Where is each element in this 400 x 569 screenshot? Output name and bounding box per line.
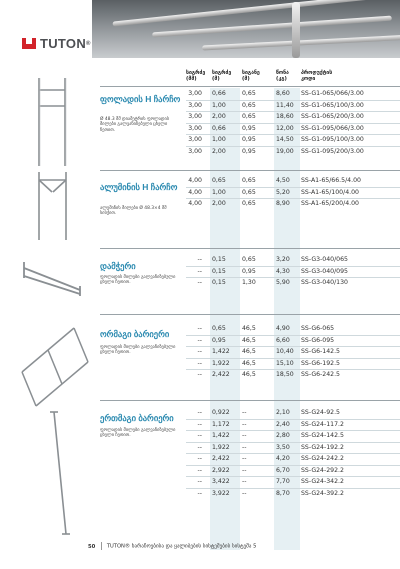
table-row [186, 420, 400, 431]
table-cell: 11,40 [276, 101, 294, 109]
table-cell: -- [242, 489, 247, 497]
table-cell: 4,90 [276, 325, 290, 332]
table-cell: SS-G1-095/200/3.00 [301, 147, 364, 155]
table-cell: 0,65 [242, 200, 256, 207]
table-cell: 1,922 [212, 359, 230, 367]
table-row [186, 147, 400, 158]
table-cell: SS-G1-095/066/3.00 [301, 124, 364, 132]
table-cell: SS-G3-040/130 [301, 279, 348, 286]
table-cell: 46,5 [242, 359, 256, 367]
table-row [186, 408, 400, 419]
header-width-m: სიგანე (მ) [242, 70, 260, 82]
table-cell: 0,65 [212, 325, 226, 332]
table-row [186, 188, 400, 199]
section-desc-aluminium-h-frame: ალუმინის მილები Ø 48.3×4 მმ სისქით. [100, 206, 167, 217]
table-cell: 3,00 [188, 136, 202, 143]
table-cell: 6,60 [276, 336, 290, 344]
table-cell: SS-G24-342.2 [301, 478, 344, 485]
table-row [186, 124, 400, 135]
table-cell: 0,66 [212, 90, 226, 97]
header-length-m: სიგრძე (მ) [212, 70, 232, 82]
header-photo [92, 0, 400, 58]
table-cell: 3,00 [188, 147, 202, 155]
table-cell: 0,922 [212, 409, 230, 416]
table-row [186, 454, 400, 465]
table-cell: 4,00 [188, 200, 202, 207]
table-cell: -- [197, 348, 202, 355]
double-barrier-image [14, 324, 94, 410]
table-cell: -- [197, 336, 202, 344]
section-desc-bracket: ფოლადის მილები გალვანიზებული ცხელი ჩეთით. [100, 275, 176, 286]
table-cell: 6,70 [276, 466, 290, 474]
pipe-shape [292, 2, 300, 58]
table-cell: 2,422 [212, 371, 230, 378]
table-row [186, 336, 400, 347]
table-cell: 1,00 [212, 136, 226, 143]
table-cell: SS-G6-065 [301, 325, 335, 332]
table-cell: 3,20 [276, 256, 290, 263]
table-cell: SS-G24-242.2 [301, 455, 344, 462]
table-cell: 1,422 [212, 348, 230, 355]
table-cell: 0,65 [212, 177, 226, 184]
table-cell: 0,65 [242, 177, 256, 184]
table-cell: SS-A1-65/66.5/4.00 [301, 177, 361, 184]
footer-divider [101, 542, 102, 550]
table-cell: SS-G24-392.2 [301, 489, 344, 497]
table-cell: -- [242, 420, 247, 428]
table-row [186, 347, 400, 358]
table-cell: 0,15 [212, 256, 226, 263]
table-row [186, 199, 400, 210]
table-cell: 5,20 [276, 188, 290, 196]
table-cell: 0,65 [242, 188, 256, 196]
table-cell: 18,50 [276, 371, 294, 378]
table-row [186, 431, 400, 442]
table-cell: 0,65 [242, 256, 256, 263]
table-cell: SS-G1-065/066/3.00 [301, 90, 364, 97]
table-row [186, 278, 400, 289]
table-row [186, 466, 400, 477]
table-cell: SS-G3-040/095 [301, 267, 348, 275]
table-cell: 1,00 [212, 188, 226, 196]
table-cell: 3,922 [212, 489, 230, 497]
logo-mark-icon [22, 38, 36, 49]
table-cell: 2,00 [212, 200, 226, 207]
table-row [186, 267, 400, 278]
table-cell: 1,922 [212, 443, 230, 451]
table-cell: -- [242, 455, 247, 462]
table-cell: 0,15 [212, 267, 226, 275]
section-desc-single-barrier: ფოლადის მილები გალვანიზებული ცხელი ჩეთით. [100, 428, 176, 439]
bracket-image [20, 258, 86, 298]
header-divider [100, 86, 400, 87]
table-row [186, 324, 400, 335]
table-cell: 1,422 [212, 432, 230, 439]
table-cell: 4,00 [188, 177, 202, 184]
table-row [186, 477, 400, 488]
section-desc-steel-h-frame: Ø 48.3 მმ დიამეტრის ფოლადის მილები გალვანიზებული ცხელი ჩეთით. [100, 117, 170, 133]
section-title-aluminium-h-frame: ალუმინის H ჩარჩო [100, 182, 178, 192]
single-barrier-image [40, 408, 80, 538]
table-cell: -- [242, 466, 247, 474]
section-divider [100, 248, 400, 249]
table-cell: -- [197, 325, 202, 332]
table-cell: -- [197, 443, 202, 451]
table-cell: 0,15 [212, 279, 226, 286]
table-cell: 2,40 [276, 420, 290, 428]
table-cell: 46,5 [242, 348, 256, 355]
table-cell: -- [197, 489, 202, 497]
table-cell: SS-A1-65/200/4.00 [301, 200, 359, 207]
table-cell: -- [197, 267, 202, 275]
header-length-mm: სიგრძე (მმ) [186, 70, 206, 82]
table-cell: -- [197, 279, 202, 286]
section-title-double-barrier: ორმაგი ბარიერი [100, 329, 170, 339]
table-row [186, 370, 400, 381]
table-cell: 0,65 [242, 90, 256, 97]
table-cell: 8,60 [276, 90, 290, 97]
footer-text: TUTON® ხარაჩოებისა და ყალიბების სისტემების სისტემა 5 [106, 543, 257, 550]
section-divider [100, 170, 400, 171]
header-product-code: პროდუქტის კოდი [301, 70, 333, 82]
table-cell: 4,20 [276, 455, 290, 462]
table-row [186, 135, 400, 146]
table-cell: 46,5 [242, 325, 256, 332]
table-cell: 12,00 [276, 124, 294, 132]
table-cell: 5,90 [276, 279, 290, 286]
page-number: 50 [88, 543, 96, 550]
table-cell: 1,30 [242, 279, 256, 286]
table-cell: 2,422 [212, 455, 230, 462]
table-cell: 8,90 [276, 200, 290, 207]
table-cell: SS-G3-040/065 [301, 256, 348, 263]
table-cell: 0,95 [242, 124, 256, 132]
section-divider [100, 314, 400, 315]
table-cell: -- [197, 455, 202, 462]
table-cell: 2,80 [276, 432, 290, 439]
section-title-steel-h-frame: ფოლადის H ჩარჩო [100, 94, 181, 104]
section-title-single-barrier: ერთმაგი ბარიერი [100, 413, 174, 423]
table-cell: SS-G24-92.5 [301, 409, 340, 416]
table-cell: SS-G6-095 [301, 336, 335, 344]
table-cell: SS-G1-065/100/3.00 [301, 101, 364, 109]
table-cell: -- [242, 409, 247, 416]
table-cell: -- [197, 466, 202, 474]
table-cell: 0,95 [242, 147, 256, 155]
table-cell: SS-G24-117.2 [301, 420, 344, 428]
table-cell: 3,422 [212, 478, 230, 485]
table-cell: 2,922 [212, 466, 230, 474]
table-cell: SS-G6-192.5 [301, 359, 340, 367]
table-cell: 1,00 [212, 101, 226, 109]
table-cell: SS-G1-095/100/3.00 [301, 136, 364, 143]
table-cell: 8,70 [276, 489, 290, 497]
table-cell: 0,65 [242, 101, 256, 109]
table-cell: 3,00 [188, 101, 202, 109]
header-weight-kg: წონა (კგ) [276, 70, 289, 82]
page-footer [88, 542, 256, 550]
table-cell: -- [197, 409, 202, 416]
table-cell: 4,30 [276, 267, 290, 275]
table-cell: 4,50 [276, 177, 290, 184]
table-cell: SS-G1-065/200/3.00 [301, 113, 364, 120]
table-cell: -- [197, 256, 202, 263]
table-cell: 3,00 [188, 90, 202, 97]
table-cell: 15,10 [276, 359, 294, 367]
table-cell: SS-G24-142.5 [301, 432, 344, 439]
table-cell: SS-G6-242.5 [301, 371, 340, 378]
table-cell: 46,5 [242, 336, 256, 344]
table-cell: 4,00 [188, 188, 202, 196]
table-row [186, 359, 400, 370]
section-desc-double-barrier: ფოლადის მილები გალვანიზებული ცხელი ჩეთით. [100, 345, 176, 356]
table-cell: -- [197, 420, 202, 428]
table-cell: 46,5 [242, 371, 256, 378]
table-cell: 3,50 [276, 443, 290, 451]
table-cell: 7,70 [276, 478, 290, 485]
aluminium-h-frame-image [34, 170, 72, 242]
table-cell: 10,40 [276, 348, 294, 355]
table-cell: -- [242, 478, 247, 485]
table-row [186, 101, 400, 112]
table-cell: 1,172 [212, 420, 230, 428]
table-row [186, 176, 400, 187]
table-row [186, 112, 400, 123]
section-divider [100, 400, 400, 401]
table-cell: 2,00 [212, 147, 226, 155]
pipe-shape [152, 16, 392, 38]
table-cell: 0,95 [242, 267, 256, 275]
table-row [186, 443, 400, 454]
table-cell: SS-G24-192.2 [301, 443, 344, 451]
table-cell: 0,95 [242, 136, 256, 143]
table-cell: -- [197, 478, 202, 485]
table-cell: -- [242, 443, 247, 451]
table-cell: 19,00 [276, 147, 294, 155]
table-cell: -- [197, 432, 202, 439]
steel-h-frame-image [34, 76, 70, 168]
table-cell: SS-G24-292.2 [301, 466, 344, 474]
logo-registered: ® [86, 40, 91, 47]
table-cell: -- [242, 432, 247, 439]
table-cell: 14,50 [276, 136, 294, 143]
table-cell: 3,00 [188, 113, 202, 120]
table-cell: SS-G6-142.5 [301, 348, 340, 355]
table-cell: -- [197, 371, 202, 378]
pipe-shape [202, 35, 400, 51]
logo-text: TUTON [40, 36, 87, 51]
table-row [186, 489, 400, 500]
table-cell: 2,10 [276, 409, 290, 416]
table-cell: 2,00 [212, 113, 226, 120]
table-cell: 3,00 [188, 124, 202, 132]
table-row [186, 89, 400, 100]
table-cell: 0,65 [242, 113, 256, 120]
tuton-logo [22, 36, 91, 51]
table-cell: -- [197, 359, 202, 367]
table-cell: 18,60 [276, 113, 294, 120]
table-cell: SS-A1-65/100/4.00 [301, 188, 359, 196]
section-title-bracket: დამჭერი [100, 261, 136, 271]
table-cell: 0,66 [212, 124, 226, 132]
table-cell: 0,95 [212, 336, 226, 344]
table-row [186, 255, 400, 266]
